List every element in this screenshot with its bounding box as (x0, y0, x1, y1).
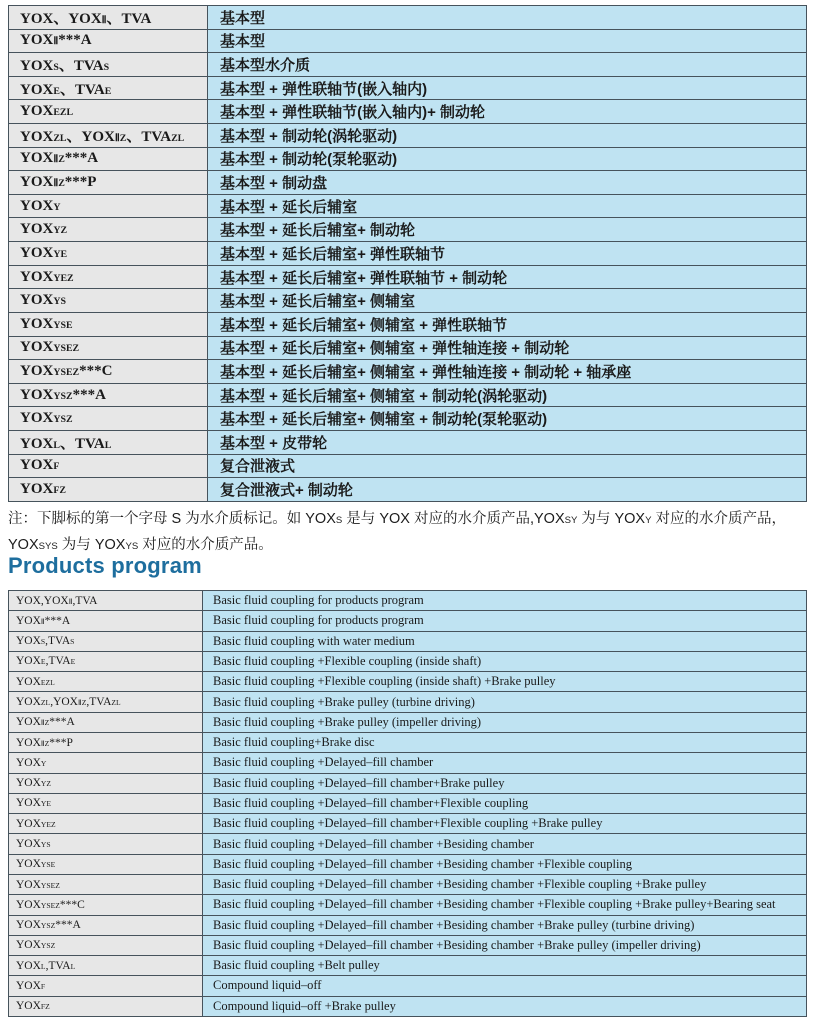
model-name-cell: YOXⅡ***A (9, 611, 203, 631)
model-name-cell: YOXYS (9, 834, 203, 854)
model-name-cell: YOXYSE (9, 854, 203, 874)
table-row (9, 265, 807, 289)
table-row (9, 956, 807, 976)
table-row (9, 29, 807, 53)
model-name-cell: YOXⅡ***A (9, 29, 208, 53)
table-row (9, 753, 807, 773)
table-row (9, 712, 807, 732)
model-description-cell: Basic fluid coupling+Brake disc (203, 732, 807, 752)
table-row (9, 430, 807, 454)
model-name-cell: YOXYSE (9, 312, 208, 336)
model-description-cell: Compound liquid–off (203, 976, 807, 996)
table-row (9, 383, 807, 407)
footnote-line-2: YOXSYS 为与 YOXYS 对应的水介质产品。 (8, 537, 273, 553)
model-name-cell: YOXZL,YOXⅡZ,TVAZL (9, 692, 203, 712)
model-name-cell: YOXⅡZ***A (9, 712, 203, 732)
model-description-cell: 基本型水介质 (208, 53, 807, 77)
model-name-cell: YOXYSEZ (9, 336, 208, 360)
table-row (9, 407, 807, 431)
table-row (9, 773, 807, 793)
table-row (9, 6, 807, 30)
model-description-cell: 基本型 + 延长后辅室+ 侧辅室 + 制动轮(泵轮驱动) (208, 407, 807, 431)
model-name-cell: YOXFZ (9, 996, 203, 1016)
model-description-cell: Basic fluid coupling +Delayed–fill chamber +Besiding chamber +Brake pulley (turbine driving) (203, 915, 807, 935)
model-description-cell: Basic fluid coupling +Delayed–fill chamber +Besiding chamber (203, 834, 807, 854)
table-row (9, 147, 807, 171)
model-description-cell: Basic fluid coupling +Delayed–fill chamber+Flexible coupling +Brake pulley (203, 814, 807, 834)
table-row (9, 611, 807, 631)
model-description-cell: Basic fluid coupling +Flexible coupling (inside shaft) +Brake pulley (203, 672, 807, 692)
model-description-cell: Basic fluid coupling +Brake pulley (impeller driving) (203, 712, 807, 732)
table-row (9, 312, 807, 336)
model-name-cell: YOXY (9, 753, 203, 773)
table-row (9, 732, 807, 752)
model-name-cell: YOXYEZ (9, 265, 208, 289)
model-description-cell: Basic fluid coupling +Delayed–fill chamber +Besiding chamber +Flexible coupling (203, 854, 807, 874)
model-description-cell: 基本型 + 延长后辅室+ 侧辅室 + 弹性轴连接 + 制动轮 (208, 336, 807, 360)
model-name-cell: YOXYZ (9, 218, 208, 242)
model-name-cell: YOXYZ (9, 773, 203, 793)
model-description-cell: 基本型 + 制动轮(泵轮驱动) (208, 147, 807, 171)
model-name-cell: YOXY (9, 194, 208, 218)
table-row (9, 242, 807, 266)
table-row (9, 100, 807, 124)
table-row (9, 76, 807, 100)
model-description-cell: Basic fluid coupling +Brake pulley (turbine driving) (203, 692, 807, 712)
model-description-cell: 基本型 + 延长后辅室+ 弹性联轴节 (208, 242, 807, 266)
section-title: Products program (8, 553, 202, 578)
model-name-cell: YOXEZL (9, 672, 203, 692)
table-row (9, 692, 807, 712)
model-name-cell: YOXYS (9, 289, 208, 313)
model-description-cell: Basic fluid coupling +Delayed–fill chamber+Flexible coupling (203, 793, 807, 813)
model-name-cell: YOXYE (9, 242, 208, 266)
model-description-cell: Basic fluid coupling +Delayed–fill chamber (203, 753, 807, 773)
table-row (9, 895, 807, 915)
table-row (9, 171, 807, 195)
model-name-cell: YOXⅡZ***P (9, 732, 203, 752)
model-description-cell: 基本型 + 延长后辅室+ 侧辅室 + 弹性联轴节 (208, 312, 807, 336)
model-table-en (8, 590, 807, 1017)
table-row (9, 124, 807, 148)
table-row (9, 194, 807, 218)
model-description-cell: 基本型 (208, 6, 807, 30)
model-description-cell: 基本型 + 弹性联轴节(嵌入轴内) (208, 76, 807, 100)
model-name-cell: YOXEZL (9, 100, 208, 124)
table-row (9, 478, 807, 502)
model-description-cell: 基本型 (208, 29, 807, 53)
table-row (9, 631, 807, 651)
table-row (9, 915, 807, 935)
model-description-cell: Compound liquid–off +Brake pulley (203, 996, 807, 1016)
model-name-cell: YOXYE (9, 793, 203, 813)
table-row (9, 935, 807, 955)
model-description-cell: 基本型 + 弹性联轴节(嵌入轴内)+ 制动轮 (208, 100, 807, 124)
model-description-cell: Basic fluid coupling for products program (203, 611, 807, 631)
model-name-cell: YOXF (9, 976, 203, 996)
table-row (9, 814, 807, 834)
table-row (9, 793, 807, 813)
table-row (9, 976, 807, 996)
model-name-cell: YOXYSEZ***C (9, 360, 208, 384)
model-description-cell: 基本型 + 延长后辅室+ 侧辅室 + 弹性轴连接 + 制动轮 + 轴承座 (208, 360, 807, 384)
model-description-cell: 基本型 + 皮带轮 (208, 430, 807, 454)
model-name-cell: YOXF (9, 454, 208, 478)
model-name-cell: YOXYSZ***A (9, 915, 203, 935)
table-row (9, 218, 807, 242)
footnote-line-1: 注：下脚标的第一个字母 S 为水介质标记。如 YOXS 是与 YOX 对应的水介质产品,YOXSY 为与 YOXY 对应的水介质产品， (8, 511, 787, 527)
model-description-cell: 基本型 + 延长后辅室+ 制动轮 (208, 218, 807, 242)
model-name-cell: YOXYSEZ (9, 874, 203, 894)
model-name-cell: YOXZL、YOXⅡZ、TVAZL (9, 124, 208, 148)
model-description-cell: Basic fluid coupling +Flexible coupling (inside shaft) (203, 651, 807, 671)
model-name-cell: YOXE,TVAE (9, 651, 203, 671)
model-name-cell: YOX,YOXⅡ,TVA (9, 591, 203, 611)
model-description-cell: 复合泄液式 (208, 454, 807, 478)
table-row (9, 454, 807, 478)
model-name-cell: YOXFZ (9, 478, 208, 502)
table-row (9, 854, 807, 874)
table-row (9, 360, 807, 384)
model-description-cell: 复合泄液式+ 制动轮 (208, 478, 807, 502)
model-name-cell: YOXYSZ (9, 935, 203, 955)
model-name-cell: YOXS、TVAS (9, 53, 208, 77)
table-row (9, 651, 807, 671)
model-name-cell: YOXⅡZ***A (9, 147, 208, 171)
model-description-cell: 基本型 + 制动盘 (208, 171, 807, 195)
table-row (9, 996, 807, 1016)
table-row (9, 874, 807, 894)
model-name-cell: YOXⅡZ***P (9, 171, 208, 195)
model-description-cell: Basic fluid coupling +Delayed–fill chamber +Besiding chamber +Brake pulley (impeller driving) (203, 935, 807, 955)
table-row (9, 336, 807, 360)
model-name-cell: YOXYSZ***A (9, 383, 208, 407)
model-name-cell: YOXE、TVAE (9, 76, 208, 100)
model-description-cell: 基本型 + 延长后辅室+ 弹性联轴节 + 制动轮 (208, 265, 807, 289)
model-description-cell: Basic fluid coupling for products program (203, 591, 807, 611)
model-description-cell: Basic fluid coupling +Delayed–fill chamber+Brake pulley (203, 773, 807, 793)
model-description-cell: 基本型 + 制动轮(涡轮驱动) (208, 124, 807, 148)
model-description-cell: Basic fluid coupling +Delayed–fill chamber +Besiding chamber +Flexible coupling +Brake pulley (203, 874, 807, 894)
model-description-cell: Basic fluid coupling +Delayed–fill chamber +Besiding chamber +Flexible coupling +Brake pulley+Bearing seat (203, 895, 807, 915)
model-name-cell: YOXYSZ (9, 407, 208, 431)
footnote (8, 507, 808, 559)
model-name-cell: YOXYSEZ***C (9, 895, 203, 915)
table-row (9, 834, 807, 854)
model-name-cell: YOXL、TVAL (9, 430, 208, 454)
table-row (9, 591, 807, 611)
model-description-cell: Basic fluid coupling with water medium (203, 631, 807, 651)
model-name-cell: YOXS,TVAS (9, 631, 203, 651)
model-table-cn (8, 5, 807, 502)
table-row (9, 672, 807, 692)
model-name-cell: YOXL,TVAL (9, 956, 203, 976)
model-name-cell: YOXYEZ (9, 814, 203, 834)
table-row (9, 289, 807, 313)
model-name-cell: YOX、YOXⅡ、TVA (9, 6, 208, 30)
model-description-cell: 基本型 + 延长后辅室 (208, 194, 807, 218)
table-row (9, 53, 807, 77)
model-description-cell: 基本型 + 延长后辅室+ 侧辅室 (208, 289, 807, 313)
model-description-cell: Basic fluid coupling +Belt pulley (203, 956, 807, 976)
model-description-cell: 基本型 + 延长后辅室+ 侧辅室 + 制动轮(涡轮驱动) (208, 383, 807, 407)
